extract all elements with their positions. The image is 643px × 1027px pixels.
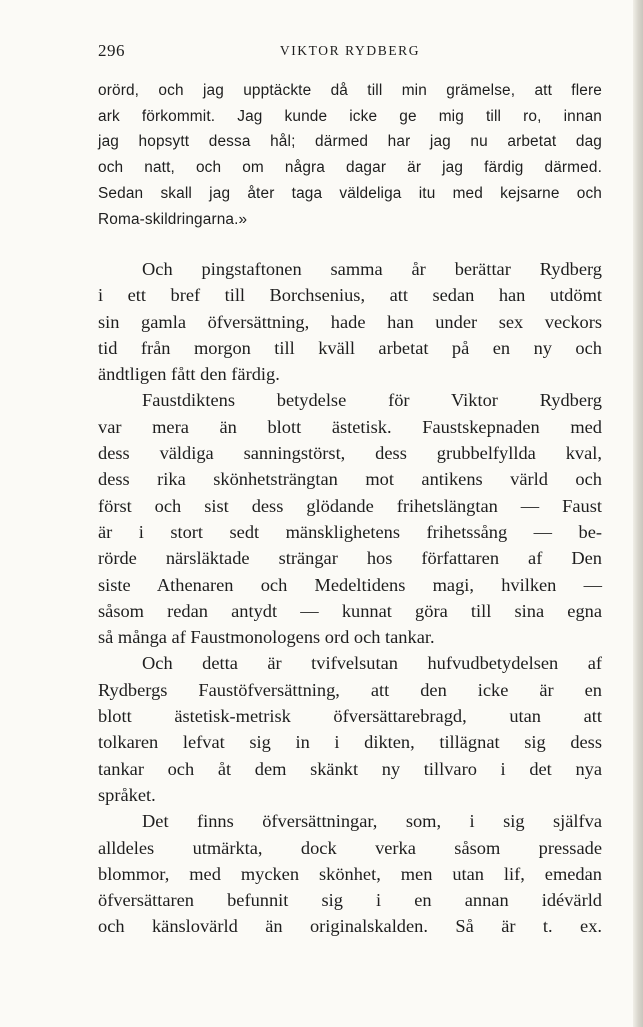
text-line: är i stort sedt mänsklighetens frihetssång — be- [98, 521, 602, 542]
text-line: och känslovärld än originalskalden. Så är t. ex. [98, 916, 602, 937]
text-line: Faustdiktens betydelse för Viktor Rydberg [142, 390, 602, 411]
text-line: blommor, med mycken skönhet, men utan lif, emedan [98, 863, 602, 884]
body-text [98, 256, 602, 940]
page-header [98, 41, 602, 61]
text-line: såsom redan antydt — kunnat göra till sina egna [98, 600, 602, 621]
running-head: VIKTOR RYDBERG [279, 43, 421, 58]
text-line: först och sist dess glödande frihetslängtan — Faust [98, 495, 602, 516]
text-line: Rydbergs Faustöfversättning, att den icke är en [98, 679, 602, 700]
text-line: orörd, och jag upptäckte då till min grämelse, att flere [98, 82, 602, 99]
text-line: var mera än blott ästetisk. Faustskepnaden med [98, 416, 602, 437]
text-line: siste Athenaren och Medeltidens magi, hvilken — [98, 574, 602, 595]
text-line: blott ästetisk-metrisk öfversättarebragd, utan att [98, 706, 602, 727]
text-line: rörde närsläktade strängar hos författaren af Den [98, 548, 602, 569]
text-line: jag hopsytt dessa hål; därmed har jag nu arbetat dag [98, 133, 602, 151]
text-line: och natt, och om några dagar är jag färdig därmed. [98, 159, 602, 177]
page-edge [633, 0, 643, 1027]
page-number: 296 [98, 41, 125, 60]
text-line: Roma-skildringarna.» [98, 210, 248, 228]
text-line: dess väldiga sanningstörst, dess grubbelfyllda kval, [98, 443, 602, 464]
text-line: i ett bref till Borchsenius, att sedan han utdömt [98, 285, 602, 306]
text-line: tankar och åt dem skänkt ny tillvaro i det nya [98, 758, 602, 779]
text-line: språket. [98, 784, 156, 805]
text-line: dess rika skönhetsträngtan mot antikens värld och [98, 469, 602, 490]
text-line: Det finns öfversättningar, som, i sig själfva [142, 811, 602, 832]
text-line: så många af Faustmonologens ord och tankar. [98, 627, 435, 648]
text-line: ändtligen fått den färdig. [98, 364, 280, 385]
text-line: sin gamla öfversättning, hade han under sex veckors [98, 311, 602, 332]
text-line: alldeles utmärkta, dock verka såsom pressade [98, 837, 602, 858]
text-line: Och detta är tvifvelsutan hufvudbetydelsen af [142, 653, 602, 674]
text-line: Sedan skall jag åter taga väldeliga itu med kejsarne och [98, 184, 602, 202]
text-line: öfversättaren befunnit sig i en annan idévärld [98, 890, 602, 911]
text-line: tid från morgon till kväll arbetat på en ny och [98, 337, 602, 358]
text-line: ark förkommit. Jag kunde icke ge mig till ro, innan [98, 107, 602, 125]
text-line: tolkaren lefvat sig in i dikten, tillägnat sig dess [98, 732, 602, 753]
text-line: Och pingstaftonen samma år berättar Rydberg [142, 259, 602, 279]
quote-paragraph [98, 78, 602, 232]
